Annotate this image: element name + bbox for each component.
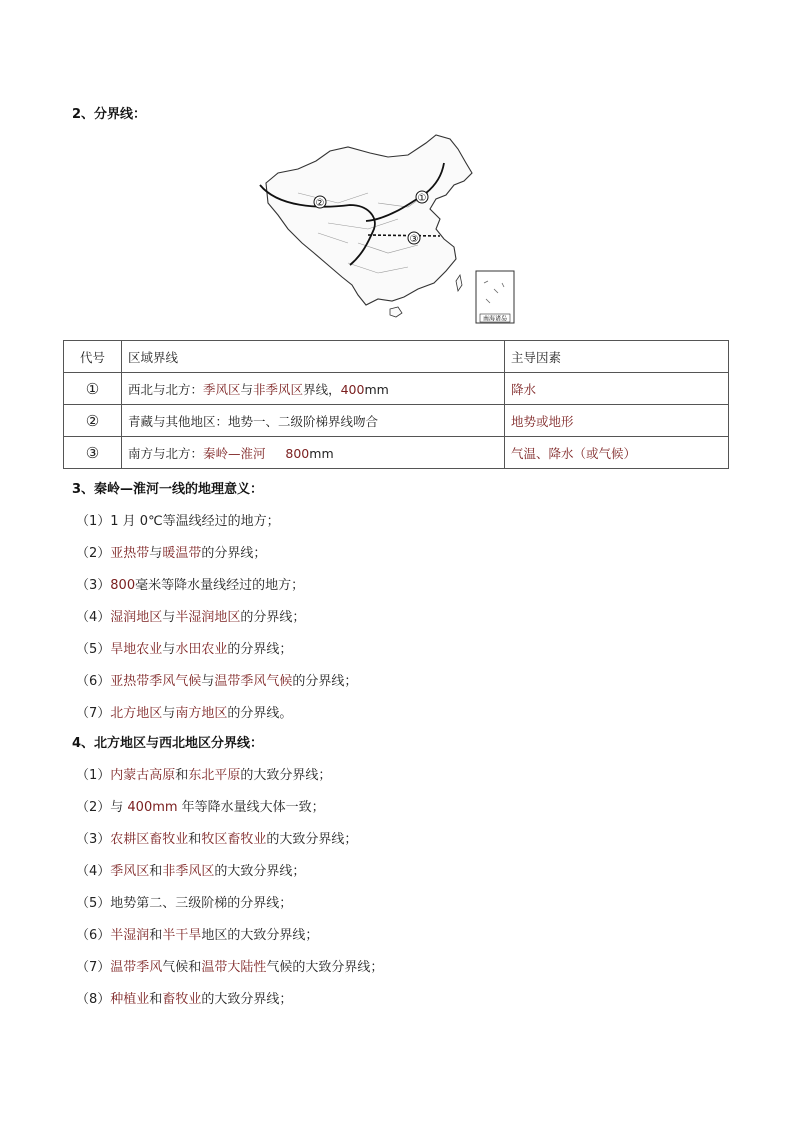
text-run: 的大致分界线； xyxy=(201,992,293,1007)
list-item xyxy=(76,638,292,657)
list-item xyxy=(76,956,383,975)
list-item xyxy=(76,510,280,529)
row-factor xyxy=(505,373,729,405)
list-item xyxy=(76,988,292,1007)
list-item xyxy=(76,828,357,847)
list-item xyxy=(76,702,292,721)
text-run: 与 xyxy=(149,546,163,561)
section-2-heading: 2、分界线： xyxy=(72,107,147,122)
section-4-heading: 4、北方地区与西北地区分界线： xyxy=(72,736,264,751)
taiwan-island xyxy=(456,275,462,291)
highlight-text: 季风区 xyxy=(110,864,150,879)
highlight-text: 温带季风 xyxy=(110,960,163,975)
highlight-text: 种植业 xyxy=(110,992,150,1007)
list-item xyxy=(76,796,325,815)
highlight-text: 400mm xyxy=(127,800,178,815)
list-item xyxy=(76,924,318,943)
text-run: （5）地势第二、三级阶梯的分界线； xyxy=(76,896,293,911)
list-item xyxy=(76,606,305,625)
text-run: 与 xyxy=(162,706,176,721)
header-factor: 主导因素 xyxy=(505,341,729,373)
inset-label: 南海诸岛 xyxy=(482,315,508,323)
text-run: 气候和 xyxy=(162,960,202,975)
highlight-text: 暖温带 xyxy=(162,546,202,561)
text-run: 的大致分界线； xyxy=(214,864,306,879)
marker-3: ③ xyxy=(409,234,419,245)
line-3-qinling-huaihe xyxy=(368,235,440,236)
header-code: 代号 xyxy=(64,341,122,373)
highlight-text: 气温、降水（或气候） xyxy=(511,445,637,461)
highlight-text: 地势或地形 xyxy=(511,413,574,429)
highlight-text: 南方地区 xyxy=(175,706,228,721)
list-item xyxy=(76,670,357,689)
highlight-text: 温带大陆性 xyxy=(201,960,267,975)
highlight-text: 亚热带 xyxy=(110,546,150,561)
table-header-row xyxy=(64,341,729,373)
highlight-text: 非季风区 xyxy=(162,864,215,879)
row-boundary xyxy=(122,437,505,469)
row-code: ① xyxy=(64,373,122,405)
list-item xyxy=(76,860,305,879)
text-run: （7） xyxy=(76,706,111,721)
highlight-text: 温带季风气候 xyxy=(214,674,293,689)
text-run: （3） xyxy=(76,578,111,593)
list-item xyxy=(76,892,292,911)
text-run: 毫米等降水量线经过的地方； xyxy=(135,578,305,593)
list-item xyxy=(76,542,266,561)
text-run: 与 xyxy=(240,381,254,397)
highlight-text: 秦岭—淮河 xyxy=(203,445,266,461)
text-run: （7） xyxy=(76,960,111,975)
row-factor xyxy=(505,437,729,469)
text-run: 气候的大致分界线； xyxy=(266,960,384,975)
list-item xyxy=(76,764,331,783)
row-code: ③ xyxy=(64,437,122,469)
text-run: 的大致分界线； xyxy=(266,832,358,847)
text-run: mm xyxy=(364,381,389,397)
text-run: 与 xyxy=(162,642,176,657)
table-row xyxy=(64,405,729,437)
text-run: 和 xyxy=(188,832,202,847)
highlight-text: 非季风区 xyxy=(253,381,304,397)
row-boundary xyxy=(122,405,505,437)
text-run: 与 xyxy=(201,674,215,689)
text-run: （1）1 月 0℃等温线经过的地方； xyxy=(76,514,280,529)
highlight-text: 半湿润地区 xyxy=(175,610,241,625)
text-run: （3） xyxy=(76,832,111,847)
text-run: （6） xyxy=(76,928,111,943)
text-run: 地区的大致分界线； xyxy=(201,928,319,943)
highlight-text: 东北平原 xyxy=(188,768,241,783)
row-code: ② xyxy=(64,405,122,437)
highlight-text: 内蒙古高原 xyxy=(110,768,176,783)
text-run: 年等降水量线大体一致； xyxy=(177,800,325,815)
highlight-text: 降水 xyxy=(511,381,537,397)
text-run: 青藏与其他地区：地势一、二级阶梯界线吻合 xyxy=(128,413,379,429)
table-row xyxy=(64,437,729,469)
text-run: （4） xyxy=(76,864,111,879)
text-run: 和 xyxy=(149,992,163,1007)
row-boundary xyxy=(122,373,505,405)
highlight-text: 半干旱 xyxy=(162,928,202,943)
marker-2: ② xyxy=(315,198,325,209)
text-run: 的分界线； xyxy=(240,610,306,625)
row-factor xyxy=(505,405,729,437)
highlight-text: 亚热带季风气候 xyxy=(110,674,202,689)
hainan-island xyxy=(390,307,402,317)
text-run: 南方与北方： xyxy=(128,445,204,461)
header-boundary: 区域界线 xyxy=(122,341,505,373)
highlight-text: 季风区 xyxy=(203,381,241,397)
text-run: 和 xyxy=(149,928,163,943)
highlight-text: 800 xyxy=(110,578,136,593)
highlight-text: 湿润地区 xyxy=(110,610,163,625)
text-run: （6） xyxy=(76,674,111,689)
china-boundary-map xyxy=(258,133,520,325)
boundary-table xyxy=(63,340,729,469)
map-figure xyxy=(258,133,520,325)
text-run: 界线， xyxy=(303,381,341,397)
text-run: 的大致分界线； xyxy=(240,768,332,783)
text-run: 与 xyxy=(162,610,176,625)
text-run xyxy=(266,446,286,461)
marker-1: ① xyxy=(417,193,427,204)
text-run: （2） xyxy=(76,546,111,561)
highlight-text: 半湿润 xyxy=(110,928,150,943)
text-run: （4） xyxy=(76,610,111,625)
table-row xyxy=(64,373,729,405)
section-3-heading: 3、秦岭—淮河一线的地理意义： xyxy=(72,482,264,497)
highlight-text: 牧区畜牧业 xyxy=(201,832,267,847)
text-run: 的分界线； xyxy=(292,674,358,689)
text-run: 的分界线； xyxy=(227,642,293,657)
text-run: mm xyxy=(309,445,334,461)
text-run: （2）与 xyxy=(76,800,128,815)
text-run: （5） xyxy=(76,642,111,657)
text-run: 西北与北方： xyxy=(128,381,204,397)
highlight-text: 800 xyxy=(285,445,310,461)
highlight-text: 畜牧业 xyxy=(162,992,202,1007)
highlight-text: 400 xyxy=(340,381,365,397)
text-run: 和 xyxy=(175,768,189,783)
text-run: （8） xyxy=(76,992,111,1007)
text-run: 的分界线； xyxy=(201,546,267,561)
highlight-text: 水田农业 xyxy=(175,642,228,657)
highlight-text: 旱地农业 xyxy=(110,642,163,657)
text-run: 和 xyxy=(149,864,163,879)
highlight-text: 农耕区畜牧业 xyxy=(110,832,189,847)
list-item xyxy=(76,574,304,593)
highlight-text: 北方地区 xyxy=(110,706,163,721)
text-run: 的分界线。 xyxy=(227,706,293,721)
text-run: （1） xyxy=(76,768,111,783)
